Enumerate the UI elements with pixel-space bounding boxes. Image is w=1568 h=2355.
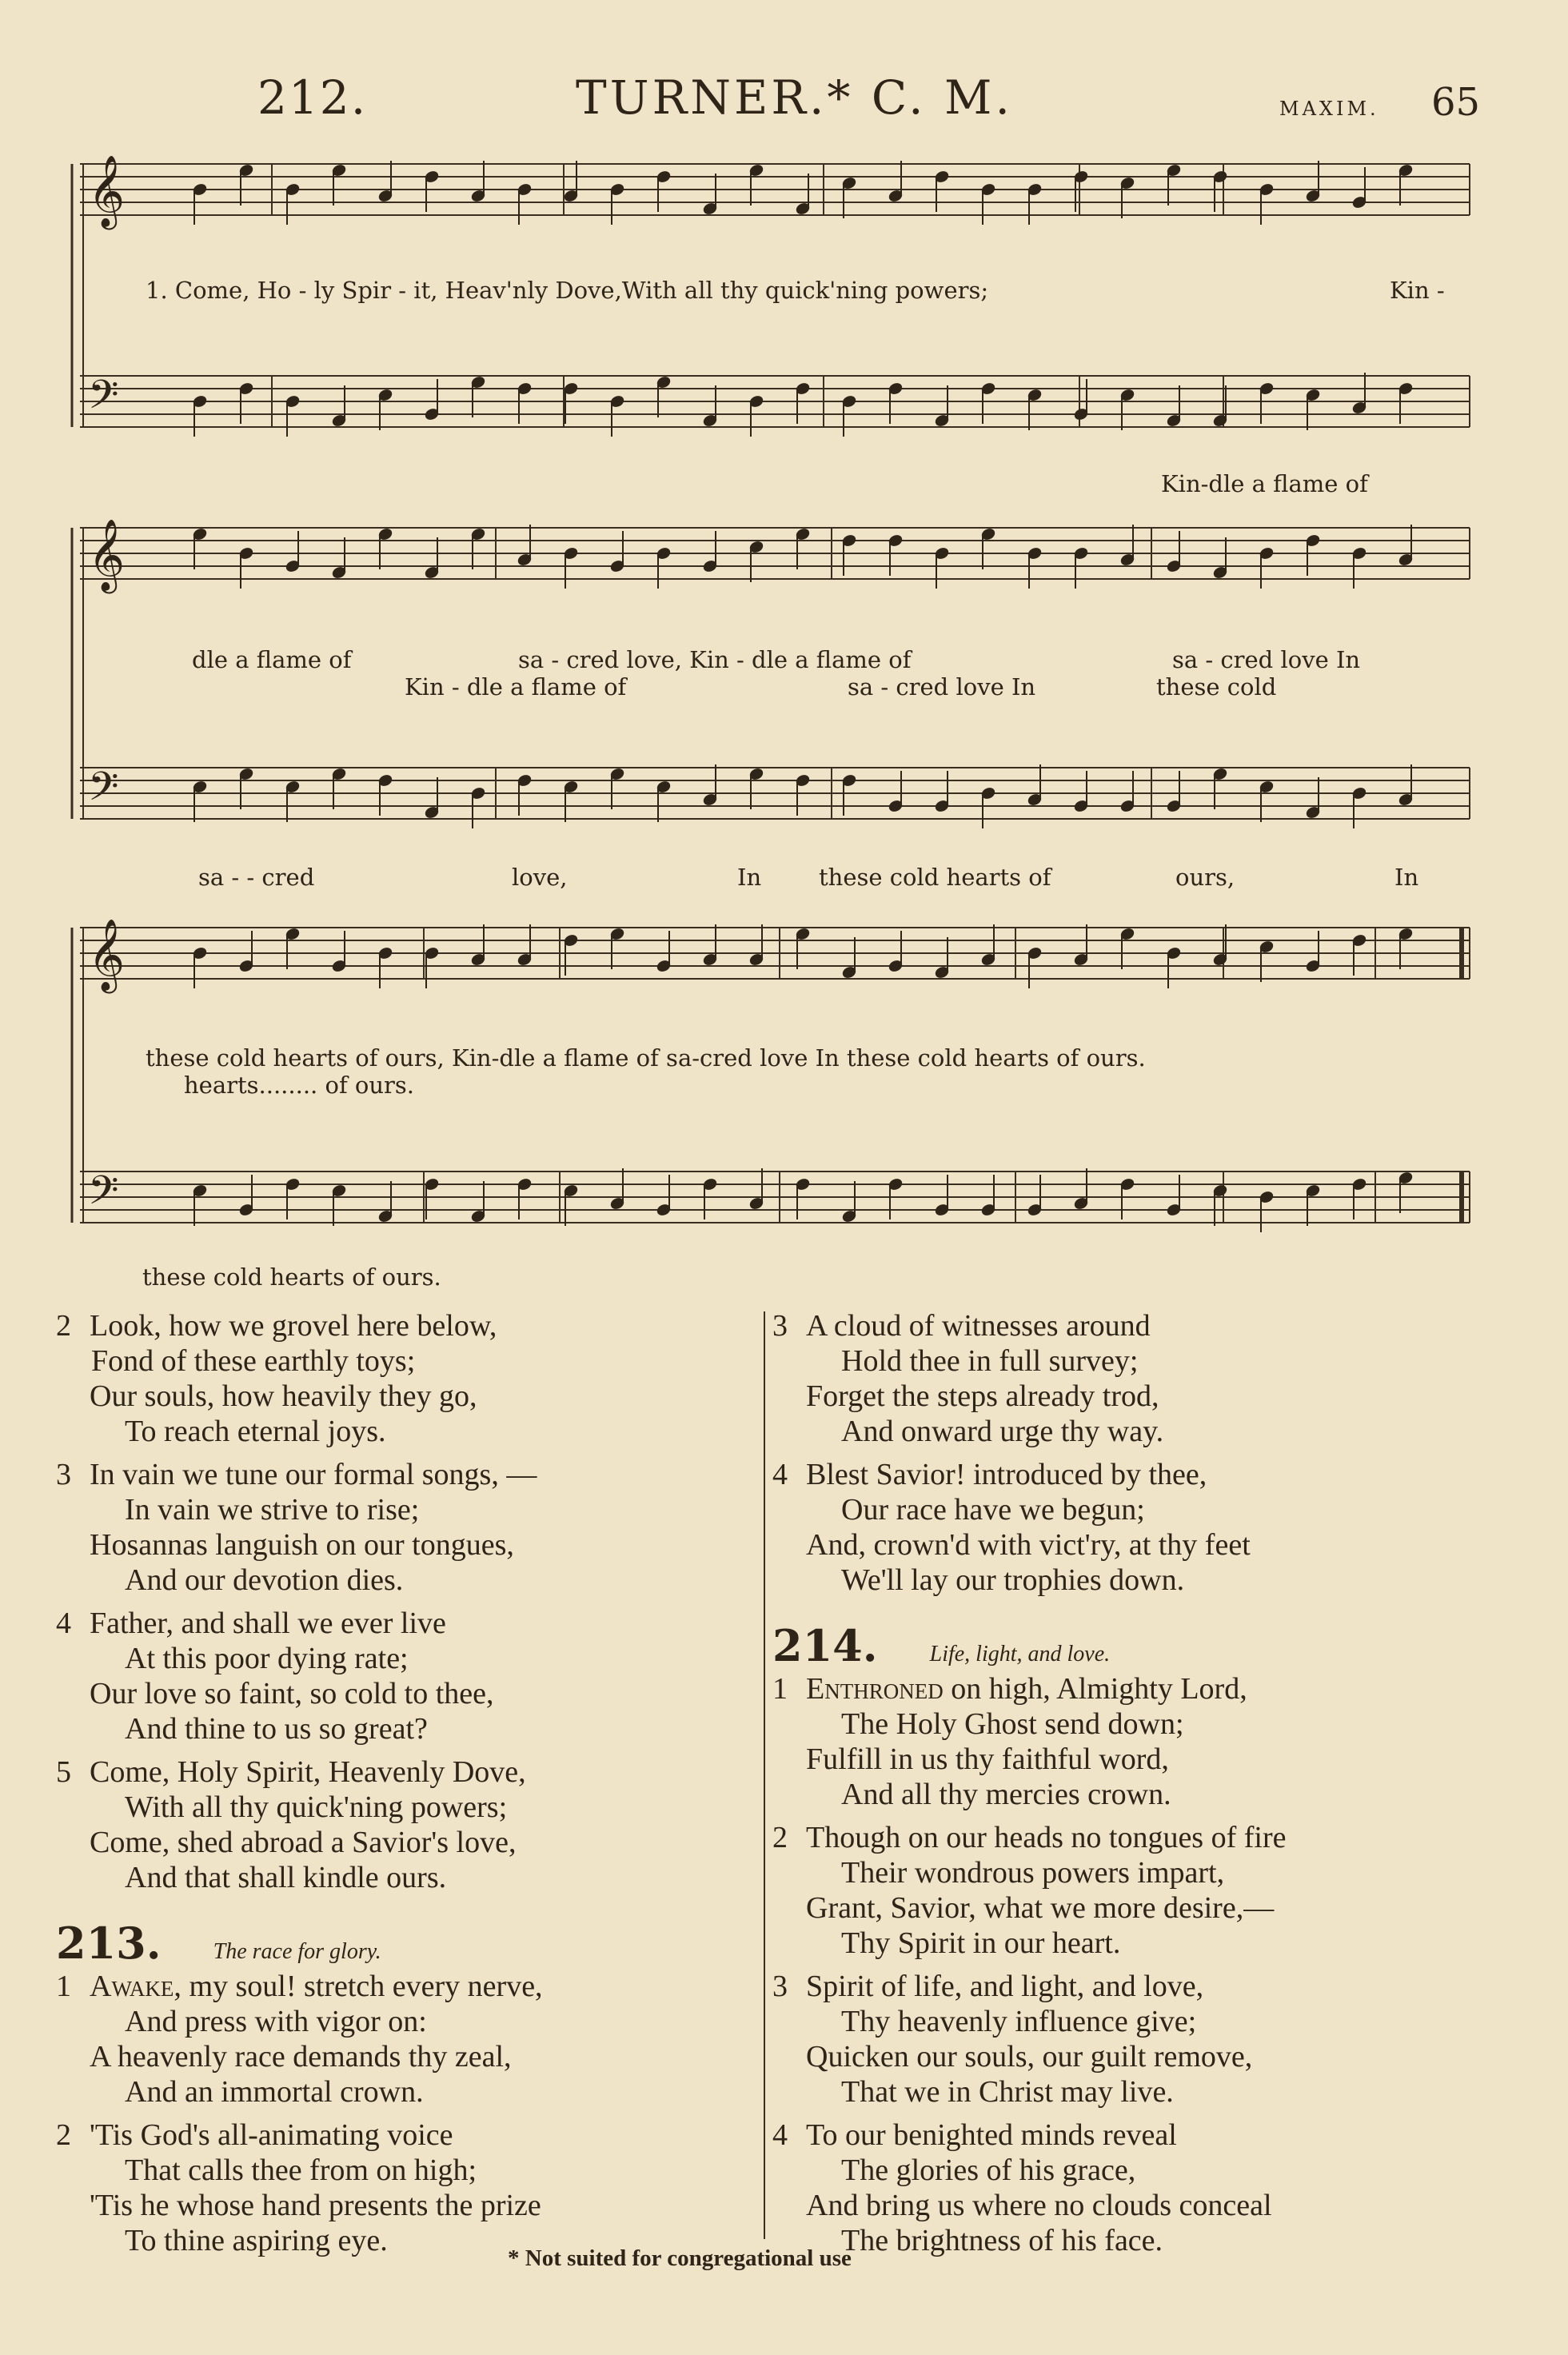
- hymn212-verse-2: [56, 1308, 537, 1449]
- hymn214-verses: [772, 1671, 1287, 2258]
- verse-line: Blest Savior! introduced by thee,: [806, 1458, 1207, 1491]
- verse-line: A cloud of witnesses around: [806, 1309, 1151, 1343]
- verse-line: Come, Holy Spirit, Heavenly Dove,: [90, 1755, 526, 1789]
- verse-line: Their wondrous powers impart,: [841, 1856, 1225, 1890]
- verse-line: Look, how we grovel here below,: [90, 1309, 497, 1343]
- hymn212-verse-3: [56, 1457, 537, 1598]
- verse-line: Our love so faint, so cold to thee,: [90, 1677, 494, 1710]
- verse-line: That calls thee from on high;: [125, 2153, 477, 2187]
- verse-line: To reach eternal joys.: [125, 1415, 386, 1448]
- verse-line: 'Tis God's all-animating voice: [90, 2118, 453, 2152]
- verse-line: And our devotion dies.: [125, 1563, 404, 1597]
- hymn213-verse-2: [56, 2118, 543, 2258]
- verse-number: 5: [56, 1755, 71, 1789]
- system3-lyrics-a: these cold hearts of ours, Kin-dle a flame of sa-cred love In these cold hearts of ours.: [146, 1044, 1146, 1072]
- verse-line: Fulfill in us thy faithful word,: [806, 1742, 1169, 1776]
- verse-number: 3: [772, 1970, 788, 2003]
- page-number: 65: [1431, 80, 1481, 125]
- verse-line: Our race have we begun;: [841, 1493, 1145, 1527]
- verse-number: 2: [772, 1821, 788, 1854]
- verse-line: And all thy mercies crown.: [841, 1778, 1171, 1811]
- verse-line: Fond of these earthly toys;: [91, 1344, 416, 1378]
- hymn214-subtitle: Life, light, and love.: [929, 1642, 1111, 1666]
- system2-lyrics-b2: sa - cred love In: [848, 673, 1036, 701]
- verse-line: my soul! stretch every nerve,: [181, 1970, 543, 2003]
- system1-lyrics: 1. Come, Ho - ly Spir - it, Heav'nly Dove,With all thy quick'ning powers;: [146, 277, 989, 304]
- verse-line: Though on our heads no tongues of fire: [806, 1821, 1287, 1854]
- treble-clef-icon: 𝄞: [88, 919, 126, 991]
- system2-bass-words-6: In: [1394, 864, 1419, 891]
- verse-line: We'll lay our trophies down.: [841, 1563, 1185, 1597]
- system2-bass-words-1: sa - - cred: [198, 864, 315, 891]
- system3-bass-words: these cold hearts of ours.: [142, 1263, 441, 1291]
- verse-line: In vain we tune our formal songs, —: [90, 1458, 537, 1491]
- verse-number: 2: [56, 2118, 71, 2152]
- verse-line: Hold thee in full survey;: [841, 1344, 1139, 1378]
- system2-lyrics-a1: dle a flame of: [192, 646, 352, 673]
- verse-first-word: Awake,: [90, 1970, 182, 2003]
- verse-number: 3: [56, 1458, 71, 1491]
- verse-line: The Holy Ghost send down;: [841, 1707, 1184, 1741]
- hymn-number: 212.: [257, 70, 368, 125]
- verse-number: 1: [56, 1970, 71, 2003]
- hymn212-verse-4: [56, 1606, 537, 1746]
- footnote: * Not suited for congregational use: [508, 2245, 852, 2271]
- verse-number: 4: [772, 1458, 788, 1491]
- treble-clef-icon: 𝄞: [88, 519, 126, 591]
- hymn213-verse-1: [56, 1969, 543, 2110]
- treble-clef-icon: 𝄞: [88, 155, 126, 227]
- verse-line: And, crown'd with vict'ry, at thy feet: [806, 1528, 1251, 1562]
- verse-line: To thine aspiring eye.: [125, 2224, 388, 2257]
- verse-line: Thy Spirit in our heart.: [841, 1926, 1121, 1960]
- verse-line: At this poor dying rate;: [125, 1642, 409, 1675]
- system2-lyrics-b1: Kin - dle a flame of: [405, 673, 627, 701]
- verse-number: 4: [772, 2118, 788, 2152]
- system2-bass-words-5: ours,: [1175, 864, 1235, 891]
- system1-lyrics-end: Kin -: [1390, 277, 1445, 304]
- verse-line: The brightness of his face.: [841, 2224, 1163, 2257]
- verse-line: And thine to us so great?: [125, 1712, 428, 1746]
- hymn214-verse-3: [772, 1969, 1287, 2110]
- verse-line: And press with vigor on:: [125, 2005, 427, 2038]
- verse-line: And onward urge thy way.: [841, 1415, 1164, 1448]
- system2-lyrics-a3: sa - cred love In: [1172, 646, 1361, 673]
- hymn213-number: 213.: [56, 1918, 162, 1969]
- verse-line: Thy heavenly influence give;: [841, 2005, 1197, 2038]
- verse-number: 3: [772, 1309, 788, 1343]
- verse-line: The glories of his grace,: [841, 2153, 1136, 2187]
- right-verse-4: [772, 1457, 1251, 1598]
- verse-line: And bring us where no clouds conceal: [806, 2189, 1272, 2222]
- bass-clef-icon: 𝄢: [88, 764, 119, 820]
- verse-line: Spirit of life, and light, and love,: [806, 1970, 1204, 2003]
- system2-bass-words-4: these cold hearts of: [819, 864, 1051, 891]
- verse-line: And an immortal crown.: [125, 2075, 424, 2109]
- system3-lyrics-b: hearts........ of ours.: [184, 1072, 415, 1099]
- verse-line: Come, shed abroad a Savior's love,: [90, 1826, 517, 1859]
- system2-lyrics-b3: these cold: [1156, 673, 1277, 701]
- verse-line: Father, and shall we ever live: [90, 1607, 446, 1640]
- verse-line: 'Tis he whose hand presents the prize: [90, 2189, 541, 2222]
- verse-line: That we in Christ may live.: [841, 2075, 1174, 2109]
- hymn212-verses-right: [772, 1308, 1251, 1598]
- composer-name: MAXIM.: [1279, 98, 1379, 120]
- hymn213-heading: [56, 1918, 381, 1969]
- hymn212-verse-5: [56, 1754, 537, 1895]
- verse-number: 2: [56, 1309, 71, 1343]
- verse-line: Hosannas languish on our tongues,: [90, 1528, 514, 1562]
- verse-line: Our souls, how heavily they go,: [90, 1379, 477, 1413]
- verse-line: Quicken our souls, our guilt remove,: [806, 2040, 1253, 2074]
- verse-number: 4: [56, 1607, 71, 1640]
- verse-line: And that shall kindle ours.: [125, 1861, 447, 1894]
- verse-line: In vain we strive to rise;: [125, 1493, 420, 1527]
- hymn212-verses-left: [56, 1308, 537, 1895]
- system2-lyrics-a2: sa - cred love, Kin - dle a flame of: [518, 646, 912, 673]
- verse-line: Grant, Savior, what we more desire,—: [806, 1891, 1275, 1925]
- hymn214-verse-4: [772, 2118, 1287, 2258]
- hymn213-subtitle: The race for glory.: [213, 1939, 381, 1964]
- system2-bass-words-3: In: [737, 864, 762, 891]
- verse-line: on high, Almighty Lord,: [943, 1672, 1247, 1706]
- hymn214-verse-2: [772, 1820, 1287, 1961]
- tune-title: TURNER.* C. M.: [576, 70, 1013, 125]
- bass-clef-icon: 𝄢: [88, 1168, 119, 1223]
- hymn213-verses: [56, 1969, 543, 2258]
- verse-line: Forget the steps already trod,: [806, 1379, 1159, 1413]
- verse-line: With all thy quick'ning powers;: [125, 1790, 508, 1824]
- right-verse-3: [772, 1308, 1251, 1449]
- bass-clef-icon: 𝄢: [88, 372, 119, 428]
- system2-bass-words-2: love,: [512, 864, 568, 891]
- verse-number: 1: [772, 1672, 788, 1706]
- verse-line: To our benighted minds reveal: [806, 2118, 1177, 2152]
- hymn214-number: 214.: [772, 1620, 878, 1671]
- hymn214-heading: [772, 1620, 1110, 1671]
- column-divider: [764, 1311, 765, 2239]
- verse-line: A heavenly race demands thy zeal,: [90, 2040, 512, 2074]
- system1-bass-words: Kin-dle a flame of: [1161, 470, 1368, 497]
- hymn214-verse-1: [772, 1671, 1287, 1812]
- verse-first-word: Enthroned: [806, 1672, 944, 1706]
